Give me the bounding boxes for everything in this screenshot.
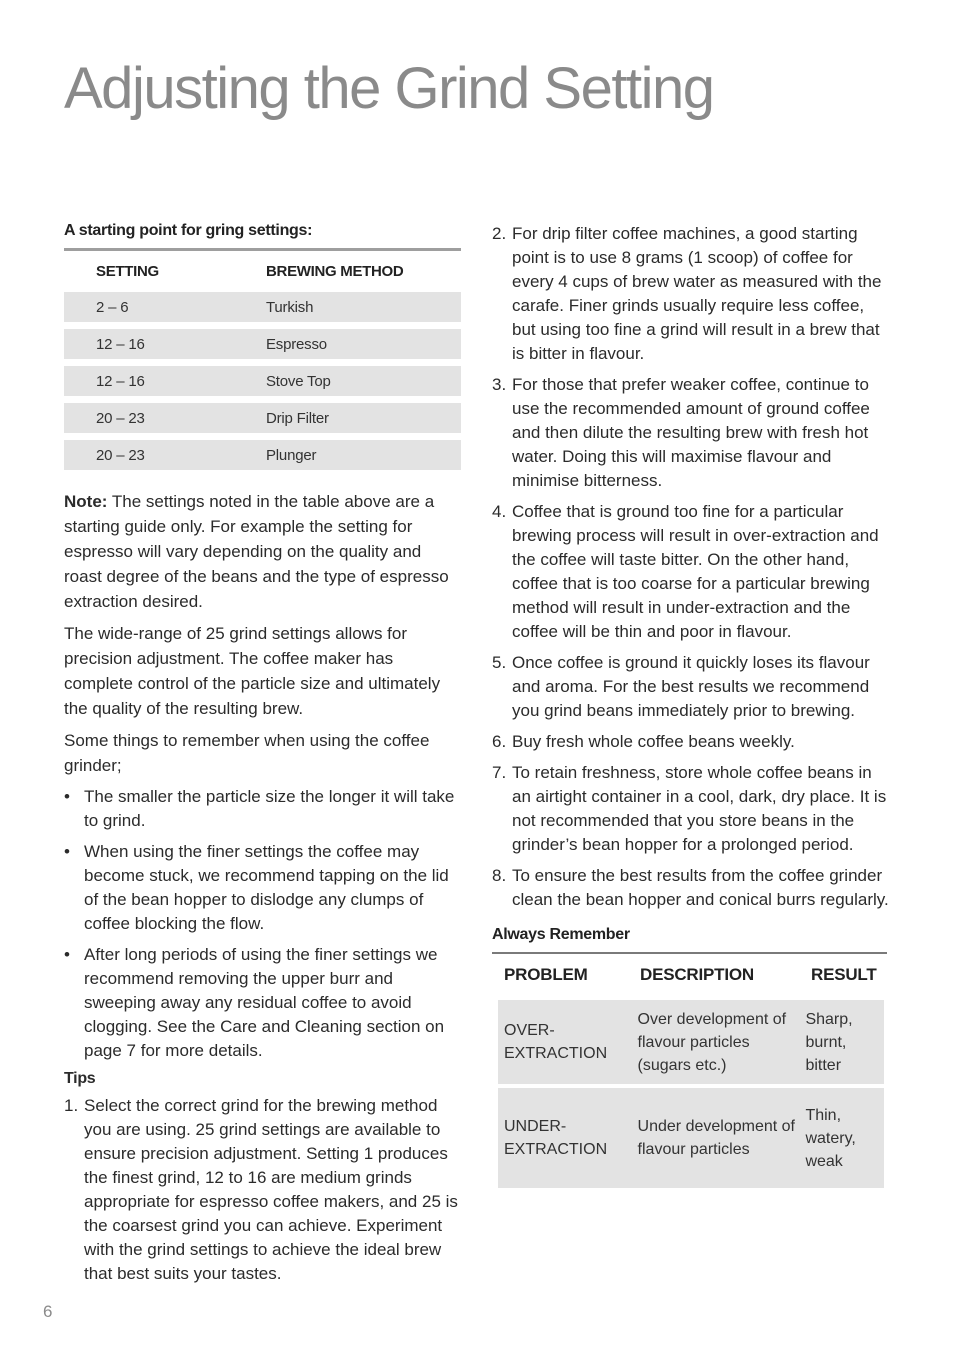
left-column <box>64 222 462 1293</box>
list-item <box>64 943 462 1063</box>
header-result: RESULT <box>811 965 877 984</box>
tip-number: 8. <box>492 866 507 885</box>
bullet-icon: • <box>64 787 70 806</box>
grind-table-heading: A starting point for gring settings: <box>64 222 313 239</box>
table-row <box>64 440 461 470</box>
table-row <box>498 1000 884 1084</box>
note-paragraph <box>64 489 462 614</box>
tip-text: Buy fresh whole coffee beans weekly. <box>512 732 795 751</box>
bullet-icon: • <box>64 842 70 861</box>
method-cell: Plunger <box>266 446 317 464</box>
tips-list-right <box>492 222 890 912</box>
body-paragraph: Some things to remember when using the coffee grinder; <box>64 731 430 775</box>
always-remember-heading: Always Remember <box>492 926 630 943</box>
tip-number: 4. <box>492 502 507 521</box>
bullet-icon: • <box>64 945 70 964</box>
grind-settings-table <box>64 248 461 470</box>
table-row <box>64 329 461 359</box>
tip-text: To retain freshness, store whole coffee beans in an airtight container in a cool, dark, dry place. It is not recommended that you store beans in the grinder’s bean hopper for a prolonged period. <box>512 763 887 854</box>
list-item-text: When using the finer settings the coffee may become stuck, we recommend tapping on the lid of the bean hopper to dislodge any clumps of coffee blocking the flow. <box>84 842 449 933</box>
method-cell: Drip Filter <box>266 409 329 427</box>
method-cell: Turkish <box>266 298 314 316</box>
list-item-text: The smaller the particle size the longer it will take to grind. <box>84 787 455 830</box>
tip-item <box>492 651 890 723</box>
tip-item <box>492 222 890 366</box>
header-problem: PROBLEM <box>504 965 588 984</box>
problem-cell: UNDER- EXTRACTION <box>504 1118 608 1158</box>
setting-cell: 12 – 16 <box>96 372 145 390</box>
setting-cell: 20 – 23 <box>96 409 145 427</box>
table-row <box>64 366 461 396</box>
tip-number: 3. <box>492 375 507 394</box>
tip-text: Coffee that is ground too fine for a particular brewing process will result in over-extraction and the coffee will taste bitter. On the other hand, coffee that is too coarse for a particular brewing method will result in under-extraction and the coffee will be thin and poor in flavour. <box>512 502 879 641</box>
tip-number: 7. <box>492 763 507 782</box>
description-cell: Over development of flavour particles (sugars etc.) <box>637 1010 787 1074</box>
tip-item <box>492 761 890 857</box>
problem-cell: OVER- EXTRACTION <box>504 1022 608 1062</box>
setting-cell: 12 – 16 <box>96 335 145 353</box>
tip-number: 1. <box>64 1096 79 1115</box>
page-title: Adjusting the Grind Setting <box>64 56 714 121</box>
tip-number: 6. <box>492 732 507 751</box>
list-item <box>64 785 462 833</box>
page-number: 6 <box>43 1302 53 1321</box>
tip-text: For drip filter coffee machines, a good starting point is to use 8 grams (1 scoop) of coffee for every 4 cups of brew water as measured with the carafe. Finer grinds usually require less coffee, but using too fine a grind will result in a brew that is bitter in flavour. <box>512 224 882 363</box>
tip-item <box>492 500 890 644</box>
tip-item <box>64 1094 462 1286</box>
method-cell: Stove Top <box>266 372 331 390</box>
remember-list <box>64 785 462 1063</box>
tip-number: 2. <box>492 224 507 243</box>
method-cell: Espresso <box>266 335 327 353</box>
tips-heading: Tips <box>64 1070 96 1087</box>
result-cell: Thin, watery, weak <box>805 1106 856 1170</box>
result-cell: Sharp, burnt, bitter <box>805 1010 853 1074</box>
always-remember-table <box>492 952 887 1188</box>
list-item-text: After long periods of using the finer settings we recommend removing the upper burr and sweeping away any residual coffee to avoid clogging. See the Care and Cleaning section on page 7 for more details. <box>84 945 445 1060</box>
tip-text: Select the correct grind for the brewing method you are using. 25 grind settings are available to ensure precision adjustment. Setting 1 produces the finest grind, 12 to 16 are medium grinds appropriate for espresso coffee makers, and 25 is the coarsest grind you can achieve. Experiment with the grind settings to achieve the ideal brew that best suits your tastes. <box>84 1096 458 1283</box>
setting-cell: 2 – 6 <box>96 298 129 316</box>
tip-number: 5. <box>492 653 507 672</box>
table-row <box>64 292 461 322</box>
note-label: Note: <box>64 492 108 511</box>
note-text: The settings noted in the table above are a starting guide only. For example the setting for espresso will vary depending on the quality and roast degree of the beans and the type of espresso extraction desired. <box>64 492 449 611</box>
tip-text: Once coffee is ground it quickly loses its flavour and aroma. For the best results we recommend you grind beans immediately prior to brewing. <box>512 653 870 720</box>
tip-item <box>492 864 890 912</box>
setting-cell: 20 – 23 <box>96 446 145 464</box>
description-cell: Under development of flavour particles <box>637 1118 795 1158</box>
right-column <box>492 222 890 1188</box>
remember-table-header <box>492 954 887 996</box>
tips-list-left <box>64 1094 462 1286</box>
tip-text: For those that prefer weaker coffee, continue to use the recommended amount of ground coffee and then dilute the resulting brew with fresh hot water. Doing this will maximise flavour and minimise bitterness. <box>512 375 870 490</box>
header-brewing-method: BREWING METHOD <box>266 262 404 280</box>
list-item <box>64 840 462 936</box>
tip-text: To ensure the best results from the coffee grinder clean the bean hopper and conical burrs regularly. <box>512 866 889 909</box>
header-setting: SETTING <box>96 262 159 280</box>
table-row <box>498 1088 884 1188</box>
grind-table-header <box>64 257 461 285</box>
header-description: DESCRIPTION <box>640 965 754 984</box>
body-paragraph: The wide-range of 25 grind settings allows for precision adjustment. The coffee maker has complete control of the particle size and ultimately the quality of the resulting brew. <box>64 624 441 718</box>
tip-item <box>492 373 890 493</box>
tip-item <box>492 730 890 754</box>
table-row <box>64 403 461 433</box>
